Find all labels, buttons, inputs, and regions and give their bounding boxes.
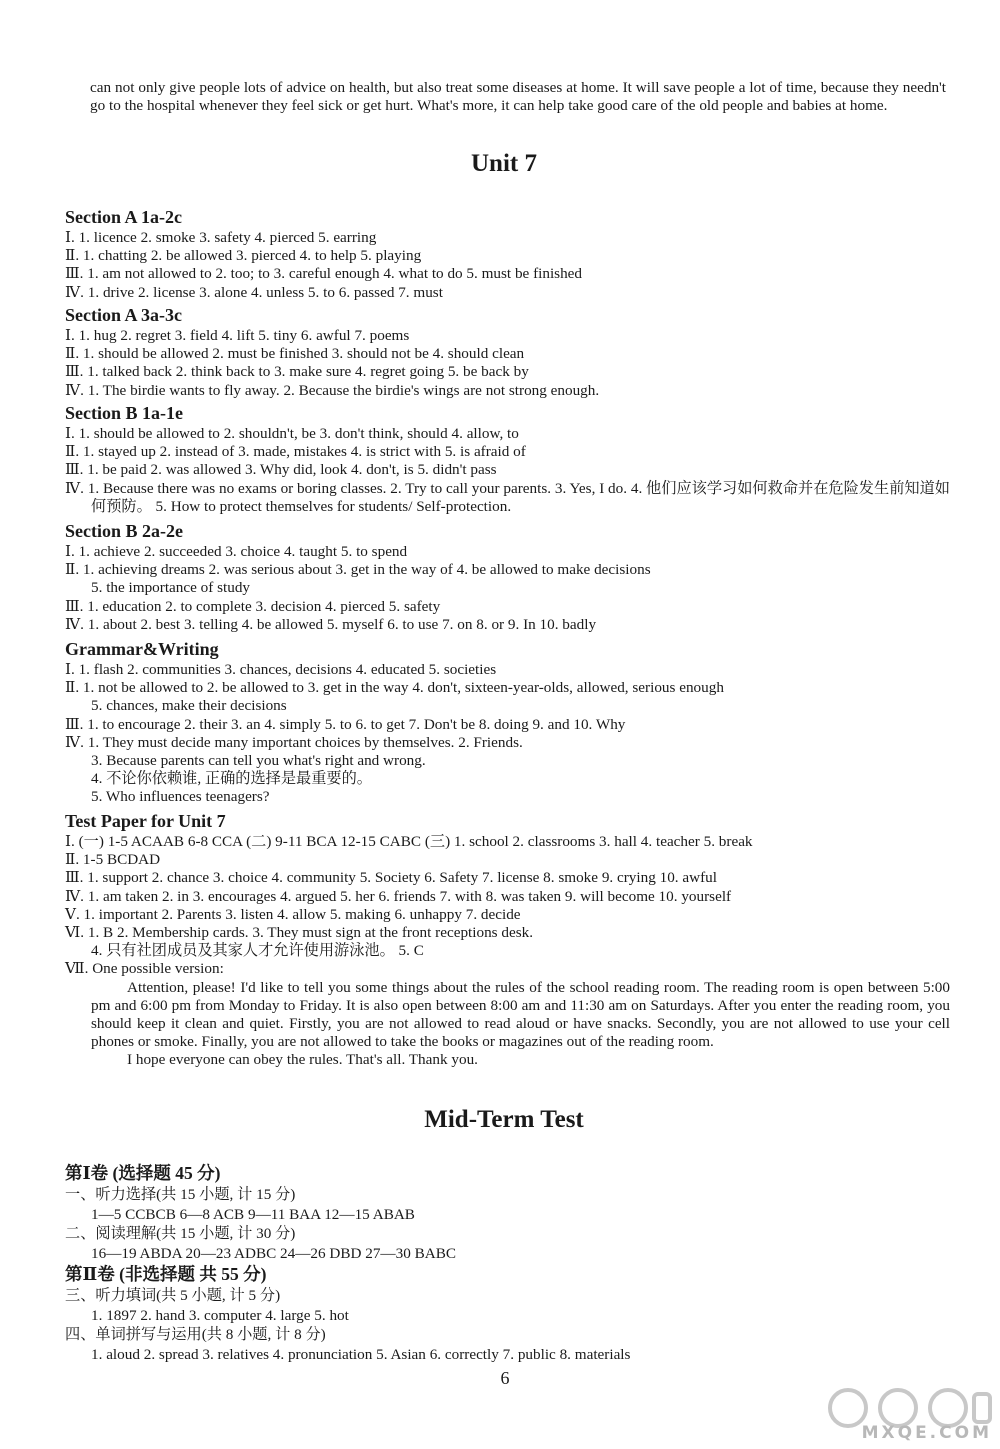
- section-heading: Section B 1a-1e: [65, 403, 183, 423]
- answer-line: Ⅰ. 1. flash 2. communities 3. chances, decisions 4. educated 5. societies: [65, 661, 497, 678]
- answer-line: 1. aloud 2. spread 3. relatives 4. pronunciation 5. Asian 6. correctly 7. public 8. materials: [91, 1345, 631, 1363]
- midterm-title: Mid-Term Test: [424, 1106, 584, 1133]
- answer-line: Ⅱ. 1. not be allowed to 2. be allowed to 3. get in the way 4. don't, sixteen-year-olds, allowed, serious enough: [65, 679, 724, 697]
- essay-paragraph: I hope everyone can obey the rules. That's all. Thank you.: [127, 1051, 478, 1069]
- answer-line: Ⅳ. 1. Because there was no exams or boring classes. 2. Try to call your parents. 3. Yes, I do. 4. 他们应该学习如何救命并在危险发生前知道如何预防。 5. How to protect themselves for students/ Self-protection.: [65, 479, 950, 515]
- answer-line: Ⅳ. 1. They must decide many important choices by themselves. 2. Friends.: [65, 733, 523, 751]
- answer-line: Ⅲ. 1. support 2. chance 3. choice 4. community 5. Society 6. Safety 7. license 8. smoke 9. crying 10. awful: [65, 869, 717, 887]
- answer-line: 3. Because parents can tell you what's right and wrong.: [91, 752, 426, 770]
- answer-line: Ⅰ. 1. should be allowed to 2. shouldn't, be 3. don't think, should 4. allow, to: [65, 425, 519, 442]
- answer-line: 4. 只有社团成员及其家人才允许使用游泳池。 5. C: [91, 942, 424, 960]
- answer-line: Ⅱ. 1-5 BCDAD: [65, 851, 161, 869]
- midterm-answers: [65, 1162, 950, 1364]
- answer-line: Ⅲ. 1. am not allowed to 2. too; to 3. careful enough 4. what to do 5. must be finished: [65, 265, 583, 283]
- section-heading: Test Paper for Unit 7: [65, 811, 226, 831]
- question-label: 一、听力选择(共 15 小题, 计 15 分): [65, 1186, 296, 1203]
- essay-paragraph: Attention, please! I'd like to tell you some things about the rules of the school reading room. The reading room is open between 5:00 pm and 6:00 pm from Monday to Friday. It is also open between 8:00 am and 11:30 am on Saturdays. After you enter the reading room, you should keep it clean and quiet. Firstly, you are not allowed to read aloud or have snacks. Secondly, you are not allowed to use your cell phones or smoke. Finally, you are not allowed to take the books or magazines out of the reading room.: [91, 978, 950, 1051]
- sample-essay: [65, 979, 950, 1070]
- answer-line: Ⅱ. 1. stayed up 2. instead of 3. made, mistakes 4. is strict with 5. is afraid of: [65, 443, 526, 461]
- watermark-text: MXQE.COM: [861, 1423, 992, 1443]
- answer-line: Ⅰ. 1. hug 2. regret 3. field 4. lift 5. tiny 6. awful 7. poems: [65, 327, 410, 344]
- unit-7-title: Unit 7: [471, 150, 537, 177]
- answer-line: Ⅳ. 1. The birdie wants to fly away. 2. Because the birdie's wings are not strong enough.: [65, 381, 600, 399]
- answer-line: 16—19 ABDA 20—23 ADBC 24—26 DBD 27—30 BABC: [91, 1244, 456, 1262]
- section-heading: Grammar&Writing: [65, 639, 219, 659]
- answer-line: Ⅱ. 1. achieving dreams 2. was serious about 3. get in the way of 4. be allowed to make decisions: [65, 561, 651, 579]
- answer-line: 5. chances, make their decisions: [91, 697, 287, 715]
- answer-line: Ⅱ. 1. chatting 2. be allowed 3. pierced 4. to help 5. playing: [65, 247, 422, 265]
- test-paper-unit-7: [65, 810, 950, 1070]
- answer-line: 1—5 CCBCB 6—8 ACB 9—11 BAA 12—15 ABAB: [91, 1205, 415, 1223]
- answer-line: Ⅲ. 1. to encourage 2. their 3. an 4. simply 5. to 6. to get 7. Don't be 8. doing 9. and 10. Why: [65, 715, 626, 733]
- intro-paragraph: can not only give people lots of advice on health, but also treat some diseases at home. It will save people a lot of time, because they needn't go to the hospital whenever they feel sick or get hurt. What's more, it can help take good care of the old people and babies at home.: [90, 79, 946, 115]
- answer-line: Ⅲ. 1. education 2. to complete 3. decision 4. pierced 5. safety: [65, 597, 441, 615]
- answer-line: Ⅱ. 1. should be allowed 2. must be finished 3. should not be 4. should clean: [65, 345, 525, 363]
- answer-line: Ⅰ. (一) 1-5 ACAAB 6-8 CCA (二) 9-11 BCA 12-15 CABC (三) 1. school 2. classrooms 3. hall 4. teacher 5. break: [65, 833, 753, 850]
- answer-line: Ⅰ. 1. achieve 2. succeeded 3. choice 4. taught 5. to spend: [65, 543, 408, 560]
- answer-line: Ⅵ. 1. B 2. Membership cards. 3. They must sign at the front receptions desk.: [65, 924, 534, 942]
- part-heading: 第Ⅰ卷 (选择题 45 分): [65, 1163, 221, 1183]
- section-a-1a-2c: [65, 206, 950, 302]
- answer-line: 5. Who influences teenagers?: [91, 788, 270, 806]
- answer-line: 1. 1897 2. hand 3. computer 4. large 5. hot: [91, 1306, 349, 1324]
- answer-line: 5. the importance of study: [91, 579, 251, 597]
- answer-line: Ⅳ. 1. drive 2. license 3. alone 4. unless 5. to 6. passed 7. must: [65, 283, 443, 301]
- section-b-1a-1e: [65, 402, 950, 516]
- section-heading: Section A 1a-2c: [65, 207, 182, 227]
- answer-line: Ⅴ. 1. important 2. Parents 3. listen 4. allow 5. making 6. unhappy 7. decide: [65, 905, 521, 923]
- answer-line: 4. 不论你依赖谁, 正确的选择是最重要的。: [91, 770, 372, 788]
- section-b-2a-2e: [65, 520, 950, 634]
- page-number: 6: [500, 1368, 510, 1388]
- part-heading: 第Ⅱ卷 (非选择题 共 55 分): [65, 1264, 267, 1284]
- answer-line: Ⅰ. 1. licence 2. smoke 3. safety 4. pierced 5. earring: [65, 229, 377, 246]
- answer-line: Ⅳ. 1. am taken 2. in 3. encourages 4. argued 5. her 6. friends 7. with 8. was taken 9. will become 10. yourself: [65, 887, 732, 905]
- answer-line: Ⅳ. 1. about 2. best 3. telling 4. be allowed 5. myself 6. to use 7. on 8. or 9. In 10. badly: [65, 615, 597, 633]
- section-heading: Section B 2a-2e: [65, 521, 183, 541]
- answer-line: Ⅶ. One possible version:: [65, 960, 224, 978]
- answer-line: Ⅲ. 1. talked back 2. think back to 3. make sure 4. regret going 5. be back by: [65, 363, 529, 381]
- answer-line: Ⅲ. 1. be paid 2. was allowed 3. Why did, look 4. don't, is 5. didn't pass: [65, 461, 497, 479]
- section-a-3a-3c: [65, 304, 950, 400]
- question-label: 二、阅读理解(共 15 小题, 计 30 分): [65, 1225, 296, 1242]
- question-label: 四、单词拼写与运用(共 8 小题, 计 8 分): [65, 1326, 326, 1343]
- section-heading: Section A 3a-3c: [65, 305, 182, 325]
- grammar-writing: [65, 638, 950, 807]
- question-label: 三、听力填词(共 5 小题, 计 5 分): [65, 1287, 281, 1304]
